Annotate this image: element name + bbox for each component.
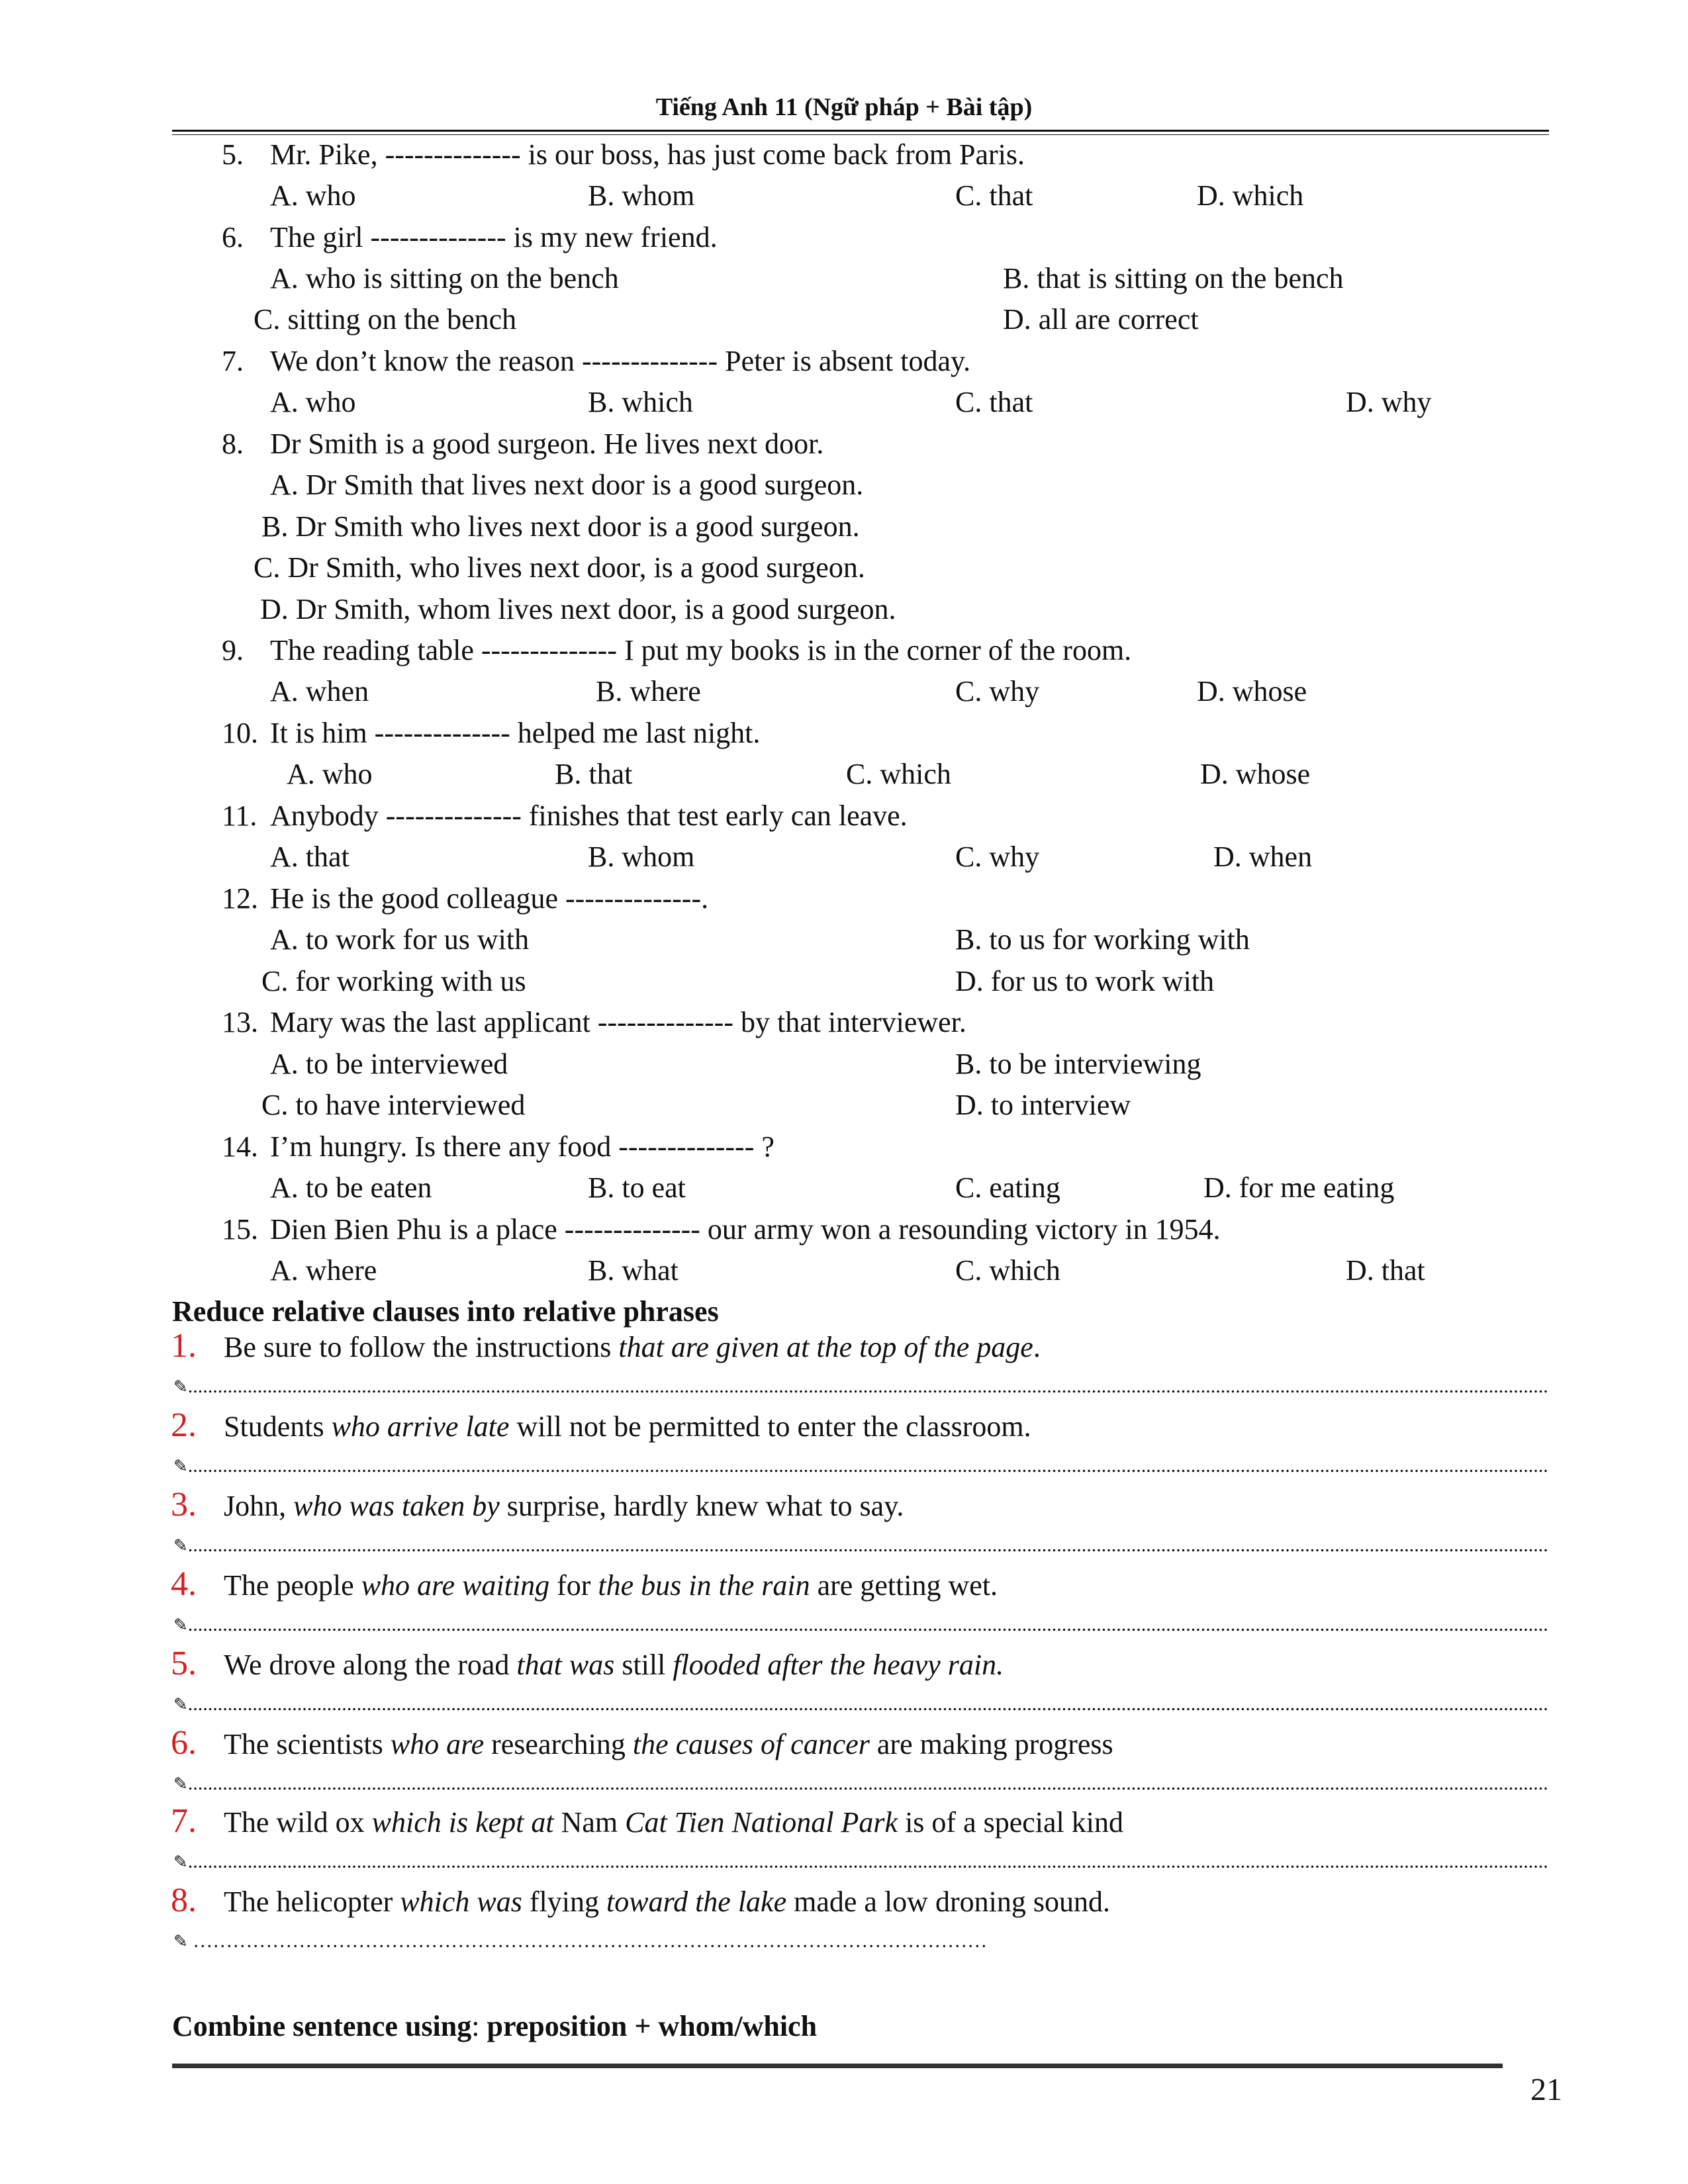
question-number: 15. [222,1213,258,1246]
sentence-part: flying [522,1886,607,1918]
exercise-sentence [224,1330,1041,1364]
option-a: A. who is sitting on the bench [270,262,619,295]
sentence-part: The people [224,1569,361,1602]
sentence-part: The wild ox [224,1806,372,1839]
option-a: A. when [270,675,369,707]
answer-line[interactable] [173,1455,1550,1477]
sentence-part: researching [484,1728,633,1760]
sentence-italic-part: who was taken by [293,1490,500,1522]
exercise-number: 4. [171,1565,197,1603]
option-d: D. for me eating [1203,1171,1395,1204]
answer-line[interactable] [173,1693,1550,1715]
sentence-italic-part: which was [400,1886,522,1918]
exercise-sentence [224,1569,998,1602]
option-c: C. for working with us [261,965,526,997]
option-c: C. to have interviewed [261,1089,526,1121]
answer-line[interactable] [173,1930,1550,1952]
page-header-title: Tiếng Anh 11 (Ngữ pháp + Bài tập) [655,93,1033,121]
option-b: B. whom [588,841,695,873]
section-heading-reduce: Reduce relative clauses into relative phrases [172,1295,719,1328]
option-a: A. to be interviewed [270,1048,508,1080]
pencil-icon: ✎ [173,1695,188,1715]
question-number: 5. [222,138,244,171]
option-b: B. that [555,758,633,790]
exercise-sentence [224,1648,1004,1682]
option-b: B. where [596,675,701,707]
option-c: C. which [846,758,951,790]
option-a: A. who [270,386,356,418]
header-rule-thin [172,134,1549,135]
question-stem: It is him -------------- helped me last night. [270,717,761,749]
exercise-number: 5. [171,1645,197,1682]
option-a: A. to work for us with [270,923,530,956]
option-d: D. Dr Smith, whom lives next door, is a good surgeon. [260,593,896,625]
exercise-sentence [224,1885,1110,1919]
option-d: D. for us to work with [955,965,1215,997]
answer-line[interactable] [173,1375,1550,1398]
sentence-italic-part: who are waiting [361,1569,550,1602]
question-number: 12. [222,882,258,915]
option-d: D. which [1197,179,1304,212]
answer-dots: .................................................................................................................................................................................................................................................................................. [187,1850,1548,1872]
sentence-part: We drove along the road [224,1649,517,1681]
option-c: C. which [955,1254,1060,1287]
question-stem: We don’t know the reason -------------- Peter is absent today. [270,345,971,377]
question-stem: Dien Bien Phu is a place -------------- our army won a resounding victory in 1954. [270,1213,1221,1246]
sentence-part: surprise, hardly knew what to say. [499,1490,904,1522]
question-stem: Mr. Pike, -------------- is our boss, has just come back from Paris. [270,138,1025,171]
sentence-part: The helicopter [224,1886,400,1918]
option-b: B. to us for working with [955,923,1250,956]
option-c: C. that [955,386,1033,418]
option-b: B. what [588,1254,679,1287]
option-c: C. Dr Smith, who lives next door, is a good surgeon. [254,551,865,584]
exercise-sentence [224,1489,904,1523]
option-a: A. where [270,1254,377,1287]
option-c: C. why [955,841,1040,873]
sentence-part: made a low droning sound. [786,1886,1110,1918]
option-a: A. that [270,841,350,873]
pencil-icon: ✎ [173,1536,188,1556]
option-b: B. to be interviewing [955,1048,1201,1080]
option-b: B. Dr Smith who lives next door is a good surgeon. [261,510,860,543]
question-stem: The girl -------------- is my new friend. [270,221,718,253]
sentence-italic-part: flooded after the heavy rain. [673,1649,1004,1681]
pencil-icon: ✎ [173,1774,188,1794]
option-c: C. that [955,179,1033,212]
answer-dots: .................................................................................................................................................................................................................................................................................. [187,1375,1548,1397]
question-stem: He is the good colleague --------------. [270,882,709,915]
question-number: 13. [222,1006,258,1038]
option-a: A. to be eaten [270,1171,432,1204]
sentence-part: is of a special kind [898,1806,1123,1839]
option-a: A. who [287,758,373,790]
combine-title-part: Combine sentence using [172,2010,472,2042]
combine-title-part: preposition + whom/which [487,2010,818,2042]
exercise-number: 7. [171,1802,197,1840]
pencil-icon: ✎ [173,1457,188,1477]
question-stem: The reading table -------------- I put my books is in the corner of the room. [270,634,1132,666]
exercise-number: 1. [171,1327,197,1365]
sentence-italic-part: who are [390,1728,485,1760]
question-stem: I’m hungry. Is there any food -------------- ? [270,1130,774,1163]
option-d: D. whose [1197,675,1307,707]
option-b: B. to eat [588,1171,686,1204]
footer-rule [172,2064,1503,2068]
exercise-sentence [224,1805,1123,1839]
answer-dots: .................................................................................................................................................................................................................................................................................. [187,1614,1548,1635]
pencil-icon: ✎ [173,1377,188,1397]
answer-dots: .................................................................................................................................................................................................................................................................................. [187,1772,1548,1794]
question-stem: Mary was the last applicant -------------- by that interviewer. [270,1006,966,1038]
sentence-italic-part: toward the lake [606,1886,787,1918]
answer-line[interactable] [173,1614,1550,1636]
sentence-part: Be sure to follow the instructions [224,1331,619,1363]
option-d: D. why [1346,386,1432,418]
question-number: 11. [222,799,258,832]
sentence-italic-part: who arrive late [331,1410,510,1443]
exercise-sentence [224,1410,1031,1443]
sentence-italic-part: that was [516,1649,615,1681]
sentence-part: still [614,1649,673,1681]
option-d: D. whose [1200,758,1311,790]
header-rule [172,130,1549,132]
sentence-italic-part: the causes of cancer [632,1728,870,1760]
sentence-part: The scientists [224,1728,391,1760]
option-b: B. which [588,386,693,418]
option-d: D. when [1213,841,1313,873]
question-number: 7. [222,345,244,377]
option-c: C. why [955,675,1040,707]
exercise-number: 2. [171,1406,197,1444]
sentence-part: are making progress [869,1728,1113,1760]
pencil-icon: ✎ [173,1852,188,1872]
option-a: A. Dr Smith that lives next door is a good surgeon. [270,469,864,501]
option-d: D. all are correct [1003,303,1199,336]
question-stem: Anybody -------------- finishes that test early can leave. [270,799,908,832]
sentence-part: for [549,1569,598,1602]
sentence-part: Nam [553,1806,626,1839]
sentence-part: John, [224,1490,294,1522]
answer-dots: .................................................................................................................................................................................................................................................................................. [187,1455,1548,1477]
question-number: 8. [222,428,244,460]
option-a: A. who [270,179,356,212]
sentence-part: will not be permitted to enter the classroom. [509,1410,1031,1443]
sentence-italic-part: that are given at the top of the page [618,1331,1033,1363]
option-c: C. eating [955,1171,1060,1204]
exercise-number: 3. [171,1486,197,1524]
page-number: 21 [1530,2072,1562,2107]
answer-line[interactable] [173,1850,1550,1873]
answer-dots: .................................................................................................................................................................................................................................................................................. [187,1693,1548,1715]
answer-dots: ………………………………………………………………………………………………………… [187,1930,988,1952]
answer-line[interactable] [173,1772,1550,1795]
option-b: B. that is sitting on the bench [1003,262,1344,295]
exercise-number: 6. [171,1724,197,1762]
pencil-icon: ✎ [173,1615,188,1635]
sentence-part: Students [224,1410,332,1443]
answer-dots: .................................................................................................................................................................................................................................................................................. [187,1534,1548,1556]
option-d: D. that [1346,1254,1425,1287]
sentence-italic-part: which is kept at [371,1806,554,1839]
option-c: C. sitting on the bench [254,303,517,336]
question-stem: Dr Smith is a good surgeon. He lives next door. [270,428,824,460]
option-d: D. to interview [955,1089,1131,1121]
exercise-number: 8. [171,1882,197,1919]
question-number: 9. [222,634,244,666]
option-b: B. whom [588,179,695,212]
section-heading-combine [172,2009,817,2043]
answer-line[interactable] [173,1534,1550,1557]
sentence-part: . [1033,1331,1041,1363]
sentence-part: are getting wet. [810,1569,998,1602]
sentence-italic-part: the bus in the rain [598,1569,810,1602]
pencil-icon: ✎ [173,1932,188,1952]
question-number: 10. [222,717,258,749]
question-number: 6. [222,221,244,253]
question-number: 14. [222,1130,258,1163]
exercise-sentence [224,1727,1113,1761]
combine-title-colon: : [471,2010,487,2042]
sentence-italic-part: Cat Tien National Park [625,1806,898,1839]
